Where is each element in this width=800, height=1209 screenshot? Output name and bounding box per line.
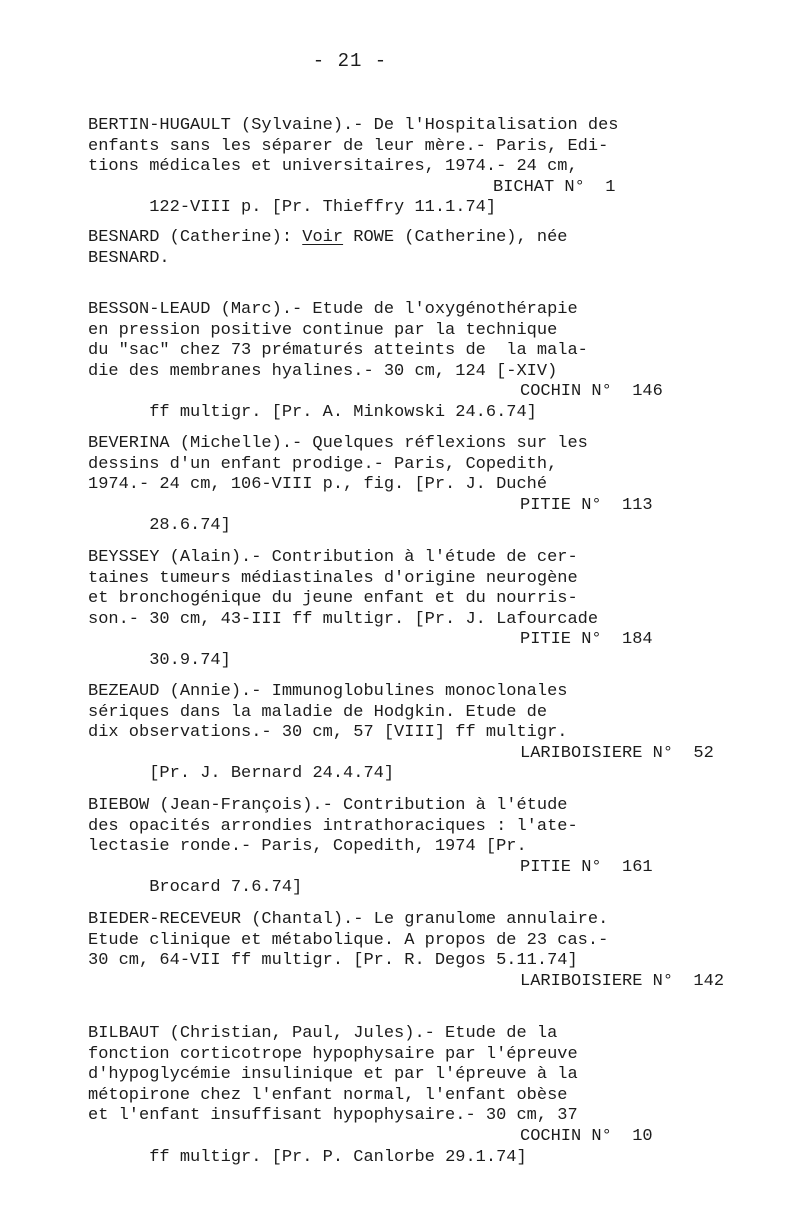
bibliography-entry [88,300,738,422]
entry-line: métopirone chez l'enfant normal, l'enfant obèse [88,1085,568,1105]
bibliography-entry [88,116,738,218]
entry-line: lectasie ronde.- Paris, Copedith, 1974 [Pr. [88,837,527,857]
entry-last-line [88,382,738,422]
entry-citation: ff multigr. [Pr. P. Canlorbe 29.1.74] [149,1147,527,1167]
bibliography-entry [88,434,738,536]
call-number: PITIE N° 161 [520,857,653,877]
entry-reference: ROWE (Catherine), née [343,228,568,247]
entry-author: BESNARD (Catherine): [88,228,303,247]
entry-line: BEZEAUD (Annie).- Immunoglobulines monoclonales [88,682,568,701]
entry-line: et l'enfant insuffisant hypophysaire.- 30 cm, 37 [88,1106,578,1126]
page-number: - 21 - [312,50,388,72]
entry-line: du "sac" chez 73 prématurés atteints de la mala- [88,341,588,361]
entry-citation: 122-VIII p. [Pr. Thieffry 11.1.74] [149,198,497,218]
entry-citation: [Pr. J. Bernard 24.4.74] [149,764,395,784]
call-number: COCHIN N° 10 [520,1126,653,1146]
bibliography-entry [88,1024,738,1167]
entry-line: dix observations.- 30 cm, 57 [VIII] ff multigr. [88,723,568,743]
entry-line: BERTIN-HUGAULT (Sylvaine).- De l'Hospitalisation des [88,116,619,135]
entry-last-line [88,972,738,993]
bibliography-entry [88,796,738,898]
entry-line: die des membranes hyalines.- 30 cm, 124 [-XIV) [88,361,558,381]
entry-citation: Brocard 7.6.74] [149,878,303,898]
entry-line: sériques dans la maladie de Hodgkin. Etude de [88,702,548,722]
bibliography-entry [88,548,738,670]
entry-citation: 28.6.74] [149,516,231,536]
entry-last-line [88,1126,738,1167]
bibliography-entry [88,228,738,269]
entry-line: BIEBOW (Jean-François).- Contribution à l'étude [88,796,568,815]
bibliography-entry [88,682,738,784]
entry-line: BESSON-LEAUD (Marc).- Etude de l'oxygénothérapie [88,300,578,319]
entry-line: des opacités arrondies intrathoraciques : l'ate- [88,816,578,836]
call-number: BICHAT N° 1 [493,177,616,197]
entry-line: dessins d'un enfant prodige.- Paris, Copedith, [88,454,558,474]
entry-line [88,228,738,249]
entry-line: enfants sans les séparer de leur mère.- Paris, Edi- [88,136,609,156]
entry-last-line [88,857,738,898]
entry-last-line [88,743,738,784]
call-number: LARIBOISIERE N° 142 [520,971,725,991]
call-number: PITIE N° 184 [520,630,653,650]
call-number: LARIBOISIERE N° 52 [520,743,714,763]
entry-line: 30 cm, 64-VII ff multigr. [Pr. R. Degos 5.11.74] [88,951,578,971]
bibliography-entry [88,910,738,992]
entry-line: BEVERINA (Michelle).- Quelques réflexions sur les [88,434,588,453]
entry-last-line [88,630,738,670]
entry-last-line [88,495,738,536]
entry-line: tions médicales et universitaires, 1974.- 24 cm, [88,157,578,177]
call-number: PITIE N° 113 [520,495,653,515]
entry-line: son.- 30 cm, 43-III ff multigr. [Pr. J. Lafourcade [88,609,599,629]
entry-citation: 30.9.74] [149,650,231,670]
see-reference-link: Voir [302,228,344,247]
entry-citation: ff multigr. [Pr. A. Minkowski 24.6.74] [149,402,537,422]
entry-line: 1974.- 24 cm, 106-VIII p., fig. [Pr. J. Duché [88,475,548,495]
entry-line: fonction corticotrope hypophysaire par l'épreuve [88,1044,578,1064]
entry-line: BEYSSEY (Alain).- Contribution à l'étude de cer- [88,548,578,567]
entry-line: et bronchogénique du jeune enfant et du nourris- [88,589,578,609]
entry-line: BIEDER-RECEVEUR (Chantal).- Le granulome annulaire. [88,910,609,929]
entry-line: en pression positive continue par la technique [88,320,558,340]
entry-line: BESNARD. [88,248,170,268]
entry-line: d'hypoglycémie insulinique et par l'épreuve à la [88,1065,578,1085]
entry-last-line [88,177,738,218]
entry-line: taines tumeurs médiastinales d'origine neurogène [88,568,578,588]
call-number: COCHIN N° 146 [520,382,663,402]
entry-line: BILBAUT (Christian, Paul, Jules).- Etude de la [88,1024,558,1043]
entry-line: Etude clinique et métabolique. A propos de 23 cas.- [88,930,609,950]
